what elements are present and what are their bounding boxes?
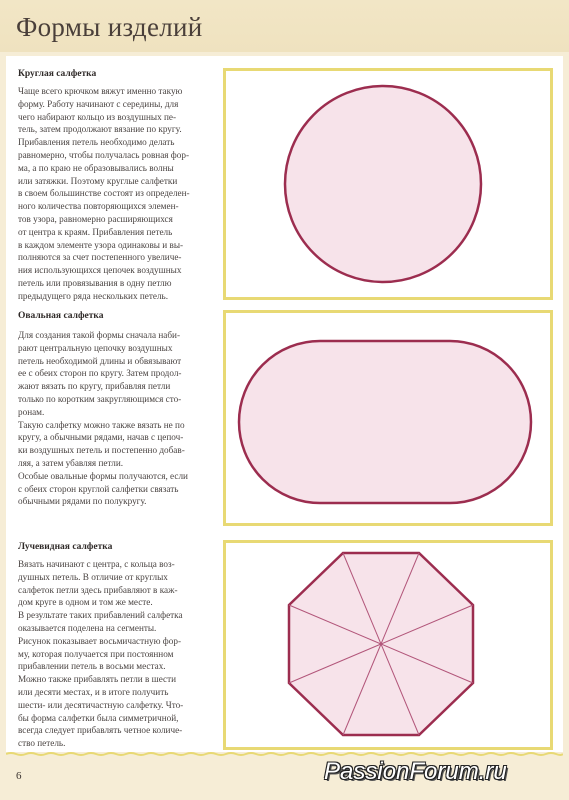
octagon-shape-figure (226, 543, 550, 747)
page-title: Формы изделий (16, 12, 203, 42)
section-text-oval: Для создания такой формы сначала наби- рают центральную цепочку воздушных петель необходимой длины и обвязывают ее с обеих сторон по кругу. Затем продол- жают вязать по кругу, прибавляя петли только по коротким закругляющимся сто- ронам. Такую салфетку можно также вязать не по кругу, а обычными рядами, начав с цепоч- ки воздушных петель и постепенно добав- ляя, а затем убавляя петли. Особые овальные формы получаются, если с обеих сторон круглой салфетки связать обычными рядами по полукругу. (18, 330, 188, 507)
figure-frame-radial (223, 540, 553, 750)
circle-shape-figure (226, 71, 550, 297)
page-header (0, 0, 569, 52)
section-text-round: Чаще всего крючком вяжут именно такую форму. Работу начинают с середины, для чего набирают кольцо из воздушных пе- тель, затем продолжают вязание по кругу. Прибавления петель необходимо делать равномерно, чтобы получалась ровная фор- ма, а по краю не образовывались волны или затяжки. Поэтому круглые салфетки в своем большинстве состоят из определен- ного количества повторяющихся элемен- тов узора, равномерно расширяющихся от центра к краям. Прибавления петель в каждом элементе узора одинаковы и вы- полняются за счет постепенного увеличе- ния использующихся цепочек воздушных петель или провязывания в одну петлю предыдущего ряда нескольких петель. (18, 86, 190, 301)
section-title-round: Круглая салфетка (18, 69, 97, 79)
oval-shape-figure (226, 313, 550, 523)
round-doily-shape (285, 86, 481, 282)
figure-frame-round (223, 68, 553, 300)
oval-doily-shape (239, 341, 531, 503)
watermark-logo: PassionForum.ru (324, 758, 507, 785)
section-text-radial: Вязать начинают с центра, с кольца воз- душных петель. В отличие от круглых салфеток петли здесь прибавляют в каж- дом круге в одном и том же месте. В результате таких прибавлений салфетка оказывается поделена на сегменты. Рисунок показывает восьмичастную фор- му, которая получается при постоянном прибавлении петель в восьми местах. Можно также прибавлять петли в шести или десяти местах, и в итоге получить шести- или десятичастную салфетку. Что- бы форма салфетки была симметричной, всегда следует прибавлять четное количе- ство петель. (18, 559, 184, 749)
figure-frame-oval (223, 310, 553, 526)
section-title-oval: Овальная салфетка (18, 311, 104, 321)
page-number: 6 (16, 770, 22, 782)
section-title-radial: Лучевидная салфетка (18, 542, 113, 552)
decorative-border (6, 752, 563, 756)
